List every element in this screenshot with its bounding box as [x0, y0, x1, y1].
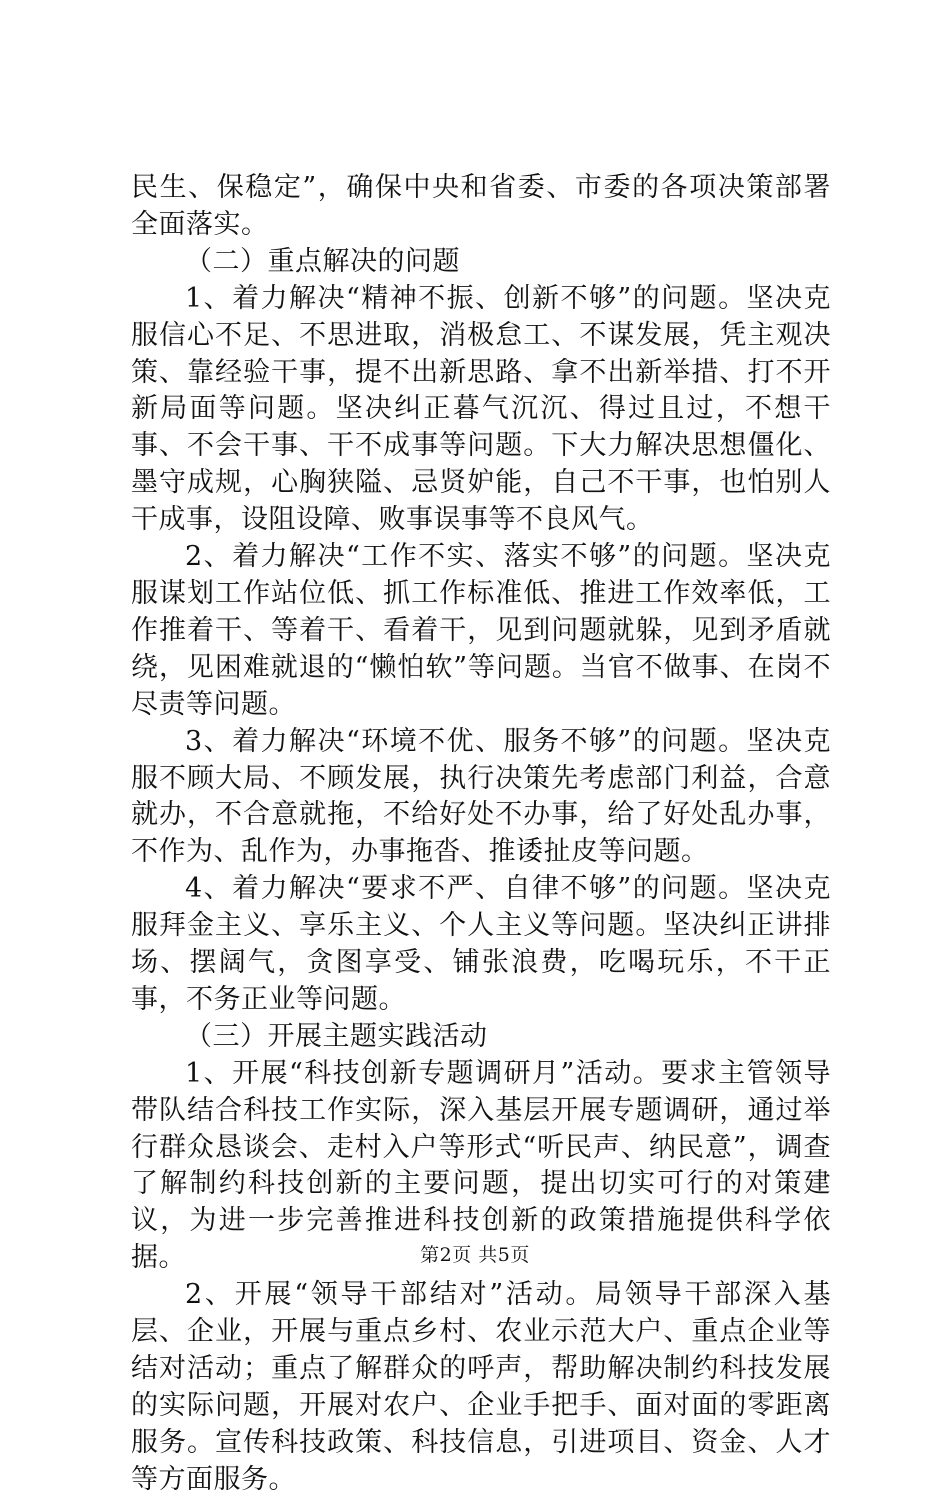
section-heading-2: （二）重点解决的问题 — [185, 245, 460, 277]
paragraph-item-4: 4、着力解决“要求不严、自律不够”的问题。坚决克服拜金主义、享乐主义、个人主义等问题。坚决纠正讲排场、摆阔气，贪图享受、铺张浪费，吃喝玩乐，不干正事，不务正业等问题。 — [131, 873, 831, 1015]
paragraph-item-3: 3、着力解决“环境不优、服务不够”的问题。坚决克服不顾大局、不顾发展，执行决策先考虑部门利益，合意就办，不合意就拖，不给好处不办事，给了好处乱办事，不作为、乱作为，办事拖沓、推诿扯皮等问题。 — [131, 725, 831, 868]
paragraph-item-2: 2、着力解决“工作不实、落实不够”的问题。坚决克服谋划工作站位低、抓工作标准低、推进工作效率低，工作推着干、等着干、看着干，见到问题就躲，见到矛盾就绕，见困难就退的“懒怕软”等问题。当官不做事、在岗不尽责等问题。 — [131, 541, 831, 720]
paragraph-continuation: 民生、保稳定”，确保中央和省委、市委的各项决策部署全面落实。 — [131, 172, 831, 240]
paragraph-activity-2: 2、开展“领导干部结对”活动。局领导干部深入基层、企业，开展与重点乡村、农业示范大户、重点企业等结对活动；重点了解群众的呼声，帮助解决制约科技发展的实际问题，开展对农户、企业手把手、面对面的零距离服务。宣传科技政策、科技信息，引进项目、资金、人才等方面服务。 — [131, 1279, 831, 1495]
paragraph-item-1: 1、着力解决“精神不振、创新不够”的问题。坚决克服信心不足、不思进取，消极怠工、不谋发展，凭主观决策、靠经验干事，提不出新思路、拿不出新举措、打不开新局面等问题。坚决纠正暮气沉沉、得过且过，不想干事、不会干事、干不成事等问题。下大力解决思想僵化、墨守成规，心胸狭隘、忌贤妒能，自己不干事，也怕别人干成事，设阻设障、败事误事等不良风气。 — [131, 282, 831, 536]
section-heading-3: （三）开展主题实践活动 — [185, 1020, 488, 1052]
paragraph-activity-1: 1、开展“科技创新专题调研月”活动。要求主管领导带队结合科技工作实际，深入基层开展专题调研，通过举行群众恳谈会、走村入户等形式“听民声、纳民意”，调查了解制约科技创新的主要问题，提出切实可行的对策建议，为进一步完善推进科技创新的政策措施提供科学依据。 — [131, 1057, 831, 1274]
document-body — [131, 170, 831, 1499]
page-footer: 第2页 共5页 — [420, 1244, 530, 1266]
